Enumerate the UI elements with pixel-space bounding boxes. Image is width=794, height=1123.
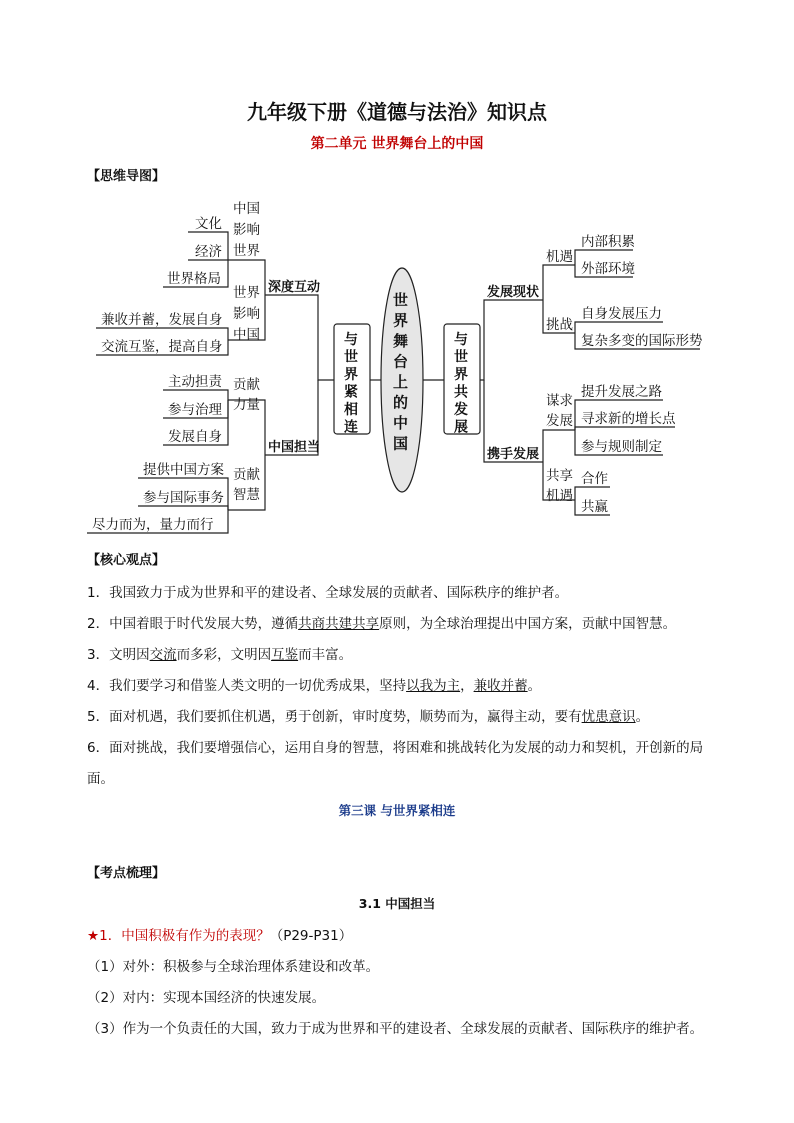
left-box-char: 界 xyxy=(344,367,358,383)
leaf-do-best: 尽力而为，量力而行 xyxy=(92,517,214,533)
left-box-char: 连 xyxy=(344,419,358,436)
leaf-governance: 参与治理 xyxy=(168,402,222,418)
leaf-improve-path: 提升发展之路 xyxy=(581,384,662,400)
leaf-exchange: 交流互鉴，提高自身 xyxy=(101,339,223,355)
leaf-culture: 文化 xyxy=(195,216,222,232)
world-influence-china-label: 世界 xyxy=(233,285,260,301)
core-point: 3．文明因交流而多彩，文明因互鉴而丰富。 xyxy=(87,647,353,663)
subsection-title: 3.1 中国担当 xyxy=(358,896,436,911)
answer-1: （1）对外：积极参与全球治理体系建设和改革。 xyxy=(87,959,380,975)
core-point: 5．面对机遇，我们要抓住机遇，勇于创新，审时度势，顺势而为，赢得主动，要有忧患意识。 xyxy=(87,709,650,725)
center-title-char: 世 xyxy=(393,291,409,309)
center-title-char: 的 xyxy=(393,393,409,412)
leaf-self-development: 发展自身 xyxy=(168,429,222,445)
left-box-char: 与 xyxy=(344,332,358,348)
branch-deep-interaction: 深度互动 xyxy=(268,280,321,295)
center-title-char: 中 xyxy=(393,414,409,432)
right-box-char: 与 xyxy=(454,332,468,348)
branch-china-duty: 中国担当 xyxy=(268,440,321,455)
right-box-char: 界 xyxy=(454,367,468,383)
center-title-char: 上 xyxy=(393,373,409,391)
star-icon: ★ xyxy=(87,928,100,944)
leaf-international-affairs: 参与国际事务 xyxy=(143,490,224,506)
share-opportunity-label: 共享 xyxy=(546,468,573,484)
leaf-growth-point: 寻求新的增长点 xyxy=(581,411,676,427)
contribute-force-label: 力量 xyxy=(233,397,260,413)
answer-3: （3）作为一个负责任的大国，致力于成为世界和平的建设者、全球发展的贡献者、国际秩序的维护者。 xyxy=(87,1021,704,1037)
right-box-char: 共 xyxy=(454,384,468,401)
mindmap-heading: 【思维导图】 xyxy=(87,169,166,184)
opportunity-label: 机遇 xyxy=(546,249,573,265)
seek-development-label: 谋求 xyxy=(546,393,573,409)
leaf-international-situation: 复杂多变的国际形势 xyxy=(581,333,703,349)
core-point: 4．我们要学习和借鉴人类文明的一切优秀成果，坚持以我为主，兼收并蓄。 xyxy=(87,678,542,694)
right-box-char: 发 xyxy=(454,402,468,418)
leaf-rule-making: 参与规则制定 xyxy=(581,439,662,455)
left-box-char: 紧 xyxy=(344,384,358,401)
leaf-world-pattern: 世界格局 xyxy=(167,271,221,287)
leaf-inclusive: 兼收并蓄，发展自身 xyxy=(101,312,223,328)
contribute-wisdom-label: 智慧 xyxy=(233,487,260,503)
center-title-char: 台 xyxy=(393,352,409,371)
share-opportunity-label: 机遇 xyxy=(546,488,573,504)
unit-subtitle: 第二单元 世界舞台上的中国 xyxy=(310,136,484,152)
core-point: 1．我国致力于成为世界和平的建设者、全球发展的贡献者、国际秩序的维护者。 xyxy=(87,585,569,601)
center-title-char: 国 xyxy=(393,434,409,453)
china-influence-world-label: 中国 xyxy=(233,201,260,217)
world-influence-china-label: 中国 xyxy=(233,327,260,343)
seek-development-label: 发展 xyxy=(546,413,573,429)
center-title-char: 舞 xyxy=(393,332,409,350)
contribute-wisdom-label: 贡献 xyxy=(233,467,260,483)
answer-2: （2）对内：实现本国经济的快速发展。 xyxy=(87,990,326,1006)
question-1 xyxy=(87,921,727,952)
mind-map xyxy=(0,190,794,540)
right-box-char: 世 xyxy=(454,349,468,366)
branch-development-status: 发展现状 xyxy=(487,285,540,300)
left-box-char: 相 xyxy=(344,402,358,418)
review-heading: 【考点梳理】 xyxy=(87,866,166,881)
leaf-china-plan: 提供中国方案 xyxy=(143,462,224,478)
contribute-force-label: 贡献 xyxy=(233,377,260,393)
china-influence-world-label: 影响 xyxy=(233,222,260,238)
leaf-cooperation: 合作 xyxy=(581,471,608,487)
core-point: 2．中国着眼于时代发展大势，遵循共商共建共享原则，为全球治理提出中国方案，贡献中国智慧。 xyxy=(87,616,677,632)
page-title: 九年级下册《道德与法治》知识点 xyxy=(247,100,547,124)
question-pages: （P29-P31） xyxy=(269,928,353,944)
core-point: 6．面对挑战，我们要增强信心，运用自身的智慧，将困难和挑战转化为发展的动力和契机，开创新的局面。 xyxy=(87,740,704,787)
leaf-win-win: 共赢 xyxy=(581,499,608,515)
branch-joint-development: 携手发展 xyxy=(487,447,540,462)
core-points xyxy=(87,578,727,795)
leaf-external-environment: 外部环境 xyxy=(581,261,635,277)
question-text: 1．中国积极有作为的表现？ xyxy=(99,928,270,944)
lesson-title: 第三课 与世界紧相连 xyxy=(338,803,456,818)
leaf-self-pressure: 自身发展压力 xyxy=(581,306,662,322)
world-influence-china-label: 影响 xyxy=(233,306,260,322)
china-influence-world-label: 世界 xyxy=(233,243,260,259)
core-heading: 【核心观点】 xyxy=(87,553,166,568)
left-box-char: 世 xyxy=(344,349,358,366)
right-box-char: 展 xyxy=(454,419,468,436)
leaf-internal-accumulation: 内部积累 xyxy=(581,234,635,250)
leaf-responsibility: 主动担责 xyxy=(168,374,222,390)
center-title-char: 界 xyxy=(393,311,409,330)
challenge-label: 挑战 xyxy=(546,317,573,333)
leaf-economy: 经济 xyxy=(195,244,222,260)
